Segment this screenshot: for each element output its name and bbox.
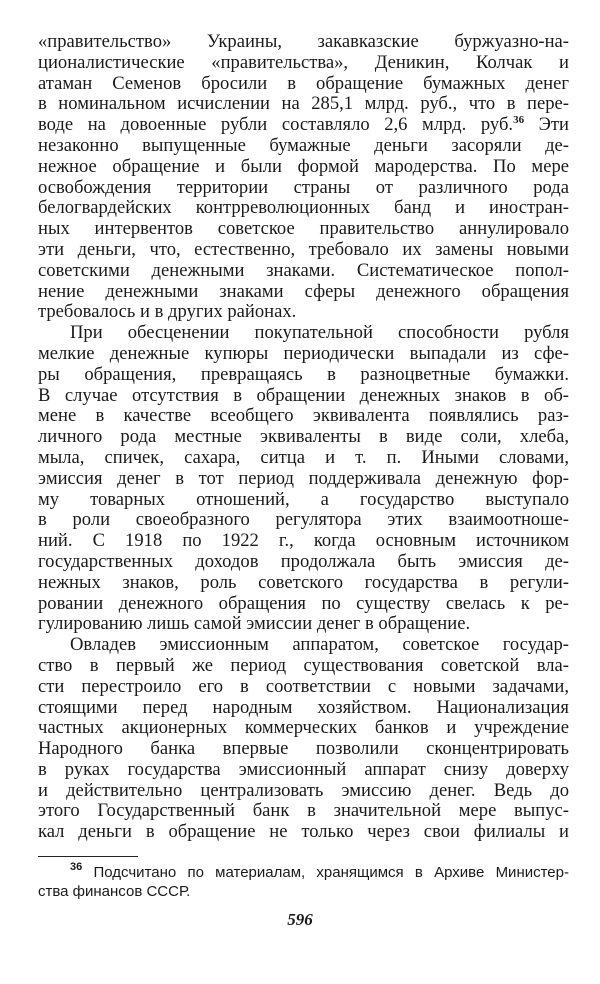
text-line: му товарных отношений, а государство выступало	[38, 488, 569, 510]
text-line: сти перестроило его в соответствии с новыми задачами,	[38, 675, 569, 697]
footnote-text: Подсчитано по материалам, хранящимся в Архиве Министер-	[82, 864, 569, 881]
text-line: и действительно централизовать эмиссию денег. Ведь до	[38, 779, 569, 801]
text-line: ных интервентов советское правительство аннулировало	[38, 218, 569, 240]
text-line: незаконно выпущенные бумажные деньги засоряли де-	[38, 134, 569, 156]
text-line: Народного банка впервые позволили сконцентрировать	[38, 738, 569, 760]
text-segment: Эти	[524, 114, 569, 136]
text-line: эти деньги, что, естественно, требовало их замены новыми	[38, 238, 569, 260]
text-line: требовалось и в других районах.	[38, 301, 297, 323]
footnote-line	[38, 863, 569, 882]
paragraph	[38, 32, 569, 323]
text-line: мене в качестве всеобщего эквивалента появлялись раз-	[38, 405, 569, 427]
text-line: При обесценении покупательной способности рубля	[70, 322, 569, 344]
text-line: в роли своеобразного регулятора этих взаимоотноше-	[38, 509, 569, 531]
text-line: государственных доходов продолжала быть эмиссия де-	[38, 550, 569, 572]
footnote-number: 36	[70, 861, 83, 873]
paragraph	[38, 323, 569, 635]
text-line: стоящими перед народным хозяйством. Национализация	[38, 696, 569, 718]
text-line: частных акционерных коммерческих банков и учреждение	[38, 717, 569, 739]
footnote-reference[interactable]: 36	[513, 114, 525, 127]
footnote-line: ства финансов СССР.	[38, 883, 191, 900]
text-line: ры обращения, превращаясь в разноцветные бумажки.	[38, 363, 569, 385]
paragraph	[38, 635, 569, 843]
text-line: нение денежными знаками сферы денежного обращения	[38, 280, 569, 302]
text-line: кал деньги в обращение не только через свои филиалы и	[38, 821, 569, 843]
text-line: советскими денежными знаками. Систематическое попол-	[38, 259, 569, 281]
text-line: мелкие денежные купюры периодически выпадали из сфе-	[38, 342, 569, 364]
text-line: личного рода местные эквиваленты в виде соли, хлеба,	[38, 426, 569, 448]
text-line: этого Государственный банк в значительной мере выпус-	[38, 800, 569, 822]
text-line: мыла, спичек, сахара, ситца и т. п. Иными словами,	[38, 446, 569, 468]
text-line: Овладев эмиссионным аппаратом, советское государ-	[70, 634, 569, 656]
text-line	[38, 115, 569, 136]
text-line: ровании денежного обращения по существу свелась к ре-	[38, 592, 569, 614]
text-line: «правительство» Украины, закавказские буржуазно-на-	[38, 31, 569, 52]
body-text	[38, 32, 569, 843]
text-line: белогвардейских контрреволюционных банд и иностран-	[38, 197, 569, 219]
text-line: ний. С 1918 по 1922 г., когда основным источником	[38, 530, 569, 552]
footnote-divider	[38, 856, 138, 857]
text-line: нежное обращение и были формой мародерства. По мере	[38, 155, 569, 177]
text-segment: воде на довоенные рубли составляло 2,6 млрд. руб.	[38, 114, 514, 136]
text-line: атаман Семенов бросили в обращение бумажных денег	[38, 72, 569, 94]
text-line: нежных знаков, роль советского государства в регули-	[38, 571, 569, 593]
footnote	[38, 863, 569, 901]
text-line: в руках государства эмиссионный аппарат снизу доверху	[38, 758, 569, 780]
text-line: ционалистические «правительства», Деникин, Колчак и	[38, 51, 569, 73]
text-line: ство в первый же период существования советской вла-	[38, 654, 569, 676]
text-line: в номинальном исчислении на 285,1 млрд. руб., что в пере-	[38, 93, 569, 115]
page-number: 596	[287, 910, 313, 929]
text-line: гулированию лишь самой эмиссии денег в обращение.	[38, 613, 471, 635]
text-line: освобождения территории страны от различного рода	[38, 176, 569, 198]
text-line: В случае отсутствия в обращении денежных знаков в об-	[38, 384, 569, 406]
text-line: эмиссия денег в тот период поддерживала денежную фор-	[38, 467, 569, 489]
